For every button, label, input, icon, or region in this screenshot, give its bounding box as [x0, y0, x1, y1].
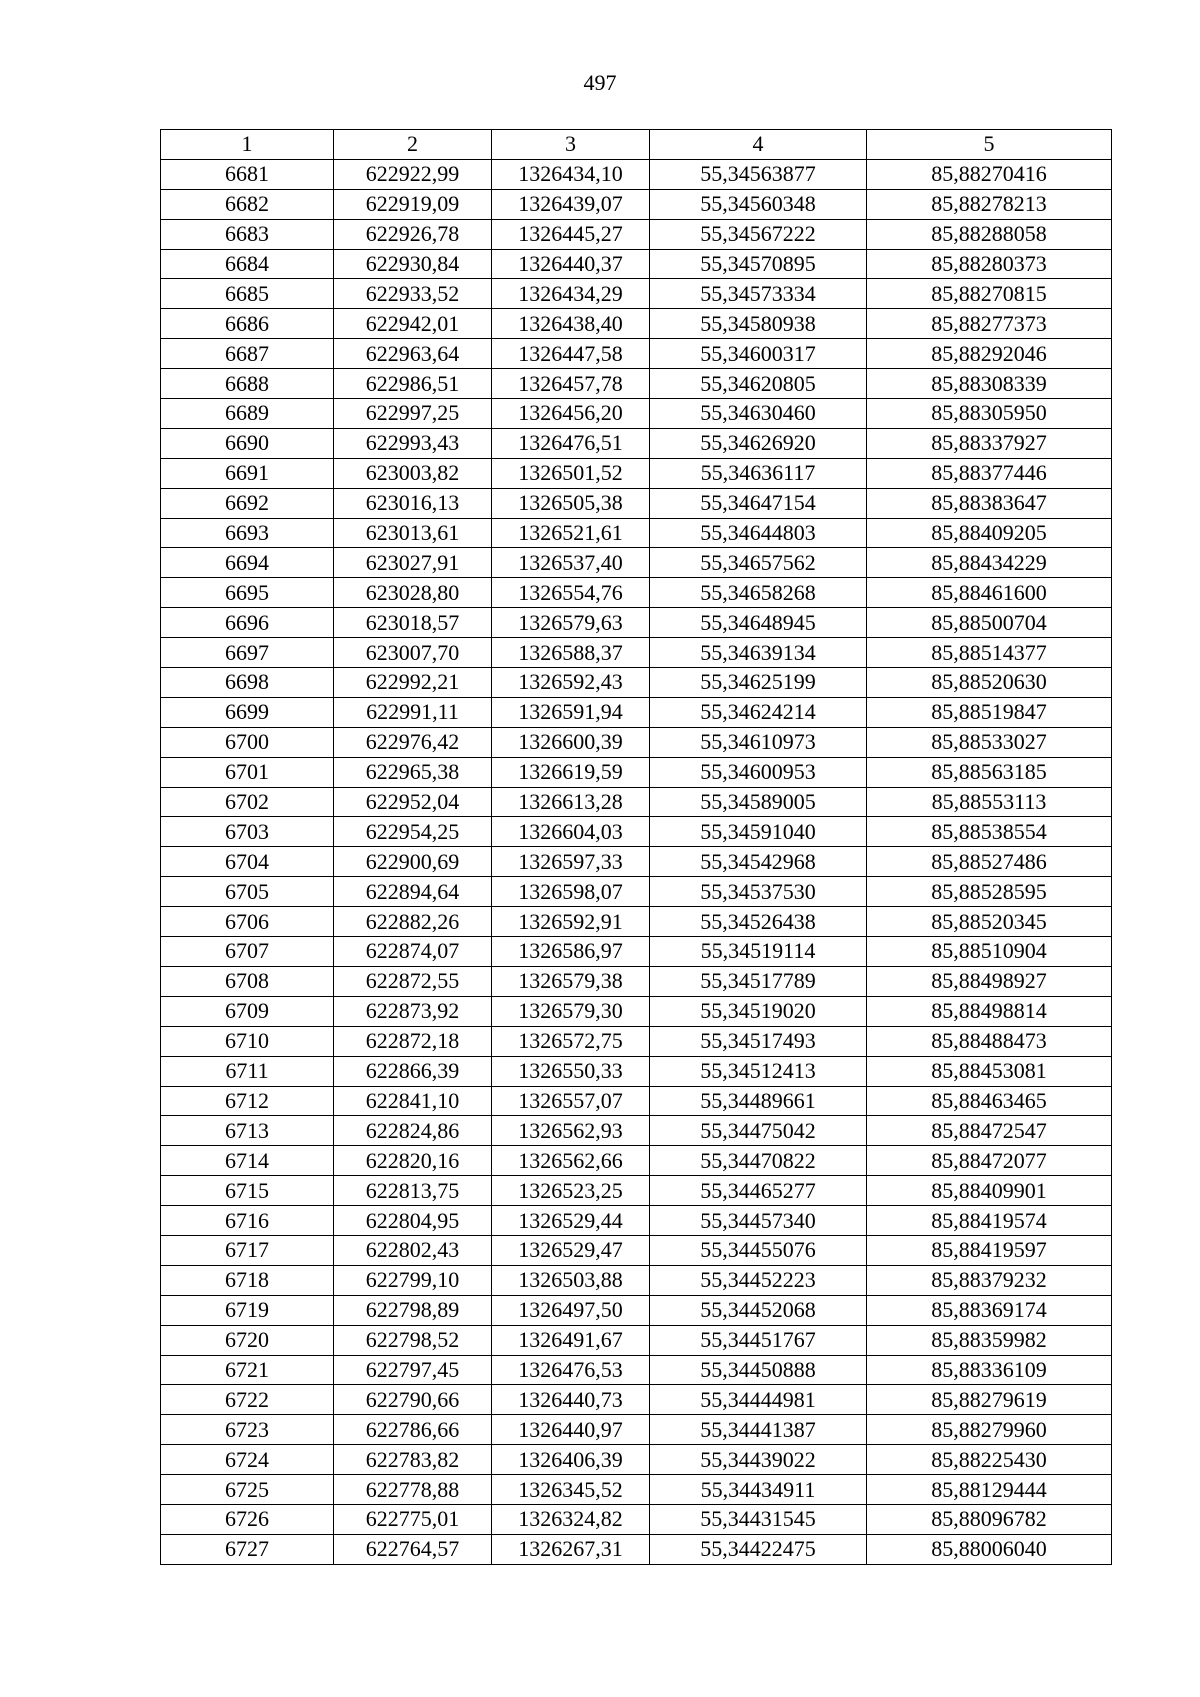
x-coordinate-cell: 622963,64	[334, 339, 492, 369]
table-row	[161, 1295, 1112, 1325]
y-coordinate-cell: 1326529,47	[492, 1235, 650, 1265]
y-coordinate-cell: 1326406,39	[492, 1445, 650, 1475]
table-row	[161, 189, 1112, 219]
column-header: 3	[492, 130, 650, 160]
latitude-cell: 55,34580938	[650, 309, 867, 339]
latitude-cell: 55,34625199	[650, 668, 867, 698]
longitude-cell: 85,88528595	[867, 877, 1112, 907]
latitude-cell: 55,34441387	[650, 1415, 867, 1445]
longitude-cell: 85,88379232	[867, 1265, 1112, 1295]
point-number-cell: 6710	[161, 1026, 334, 1056]
table-row	[161, 847, 1112, 877]
longitude-cell: 85,88472547	[867, 1116, 1112, 1146]
y-coordinate-cell: 1326457,78	[492, 369, 650, 399]
longitude-cell: 85,88279619	[867, 1385, 1112, 1415]
point-number-cell: 6714	[161, 1146, 334, 1176]
latitude-cell: 55,34570895	[650, 249, 867, 279]
header-row	[161, 130, 1112, 160]
table-row	[161, 727, 1112, 757]
latitude-cell: 55,34630460	[650, 399, 867, 429]
y-coordinate-cell: 1326591,94	[492, 697, 650, 727]
point-number-cell: 6723	[161, 1415, 334, 1445]
x-coordinate-cell: 622882,26	[334, 907, 492, 937]
longitude-cell: 85,88538554	[867, 817, 1112, 847]
latitude-cell: 55,34542968	[650, 847, 867, 877]
x-coordinate-cell: 623016,13	[334, 488, 492, 518]
point-number-cell: 6717	[161, 1235, 334, 1265]
table-row	[161, 638, 1112, 668]
longitude-cell: 85,88409901	[867, 1176, 1112, 1206]
y-coordinate-cell: 1326476,53	[492, 1355, 650, 1385]
longitude-cell: 85,88453081	[867, 1056, 1112, 1086]
table-row	[161, 787, 1112, 817]
longitude-cell: 85,88553113	[867, 787, 1112, 817]
y-coordinate-cell: 1326579,63	[492, 608, 650, 638]
x-coordinate-cell: 622824,86	[334, 1116, 492, 1146]
longitude-cell: 85,88377446	[867, 458, 1112, 488]
y-coordinate-cell: 1326613,28	[492, 787, 650, 817]
longitude-cell: 85,88129444	[867, 1475, 1112, 1505]
x-coordinate-cell: 622872,55	[334, 966, 492, 996]
table-row	[161, 817, 1112, 847]
latitude-cell: 55,34517493	[650, 1026, 867, 1056]
point-number-cell: 6695	[161, 578, 334, 608]
table-row	[161, 518, 1112, 548]
y-coordinate-cell: 1326600,39	[492, 727, 650, 757]
x-coordinate-cell: 622919,09	[334, 189, 492, 219]
longitude-cell: 85,88514377	[867, 638, 1112, 668]
y-coordinate-cell: 1326592,91	[492, 907, 650, 937]
x-coordinate-cell: 622992,21	[334, 668, 492, 698]
latitude-cell: 55,34626920	[650, 428, 867, 458]
x-coordinate-cell: 622930,84	[334, 249, 492, 279]
table-row	[161, 249, 1112, 279]
table-row	[161, 937, 1112, 967]
table-row	[161, 159, 1112, 189]
y-coordinate-cell: 1326491,67	[492, 1325, 650, 1355]
latitude-cell: 55,34537530	[650, 877, 867, 907]
latitude-cell: 55,34422475	[650, 1534, 867, 1564]
y-coordinate-cell: 1326440,73	[492, 1385, 650, 1415]
point-number-cell: 6721	[161, 1355, 334, 1385]
point-number-cell: 6698	[161, 668, 334, 698]
point-number-cell: 6691	[161, 458, 334, 488]
x-coordinate-cell: 622775,01	[334, 1504, 492, 1534]
latitude-cell: 55,34526438	[650, 907, 867, 937]
table-row	[161, 668, 1112, 698]
table-row	[161, 907, 1112, 937]
point-number-cell: 6696	[161, 608, 334, 638]
latitude-cell: 55,34470822	[650, 1146, 867, 1176]
y-coordinate-cell: 1326537,40	[492, 548, 650, 578]
x-coordinate-cell: 622993,43	[334, 428, 492, 458]
table-row	[161, 1415, 1112, 1445]
latitude-cell: 55,34560348	[650, 189, 867, 219]
y-coordinate-cell: 1326440,37	[492, 249, 650, 279]
longitude-cell: 85,88369174	[867, 1295, 1112, 1325]
x-coordinate-cell: 623018,57	[334, 608, 492, 638]
point-number-cell: 6702	[161, 787, 334, 817]
latitude-cell: 55,34457340	[650, 1206, 867, 1236]
latitude-cell: 55,34475042	[650, 1116, 867, 1146]
y-coordinate-cell: 1326557,07	[492, 1086, 650, 1116]
latitude-cell: 55,34451767	[650, 1325, 867, 1355]
y-coordinate-cell: 1326447,58	[492, 339, 650, 369]
point-number-cell: 6727	[161, 1534, 334, 1564]
latitude-cell: 55,34600317	[650, 339, 867, 369]
point-number-cell: 6681	[161, 159, 334, 189]
column-header: 2	[334, 130, 492, 160]
y-coordinate-cell: 1326588,37	[492, 638, 650, 668]
page-number: 497	[583, 70, 617, 95]
table-row	[161, 877, 1112, 907]
x-coordinate-cell: 623028,80	[334, 578, 492, 608]
point-number-cell: 6682	[161, 189, 334, 219]
longitude-cell: 85,88461600	[867, 578, 1112, 608]
longitude-cell: 85,88419574	[867, 1206, 1112, 1236]
x-coordinate-cell: 622841,10	[334, 1086, 492, 1116]
table-row	[161, 1056, 1112, 1086]
latitude-cell: 55,34431545	[650, 1504, 867, 1534]
point-number-cell: 6699	[161, 697, 334, 727]
table-row	[161, 1504, 1112, 1534]
table-row	[161, 1325, 1112, 1355]
column-header: 1	[161, 130, 334, 160]
point-number-cell: 6708	[161, 966, 334, 996]
y-coordinate-cell: 1326345,52	[492, 1475, 650, 1505]
x-coordinate-cell: 622804,95	[334, 1206, 492, 1236]
y-coordinate-cell: 1326523,25	[492, 1176, 650, 1206]
point-number-cell: 6719	[161, 1295, 334, 1325]
column-header: 5	[867, 130, 1112, 160]
longitude-cell: 85,88520630	[867, 668, 1112, 698]
x-coordinate-cell: 622797,45	[334, 1355, 492, 1385]
table-row	[161, 757, 1112, 787]
point-number-cell: 6697	[161, 638, 334, 668]
point-number-cell: 6709	[161, 996, 334, 1026]
latitude-cell: 55,34455076	[650, 1235, 867, 1265]
x-coordinate-cell: 622798,52	[334, 1325, 492, 1355]
longitude-cell: 85,88278213	[867, 189, 1112, 219]
point-number-cell: 6684	[161, 249, 334, 279]
point-number-cell: 6693	[161, 518, 334, 548]
x-coordinate-cell: 622933,52	[334, 279, 492, 309]
latitude-cell: 55,34519020	[650, 996, 867, 1026]
x-coordinate-cell: 623013,61	[334, 518, 492, 548]
longitude-cell: 85,88563185	[867, 757, 1112, 787]
longitude-cell: 85,88277373	[867, 309, 1112, 339]
x-coordinate-cell: 622991,11	[334, 697, 492, 727]
table-row	[161, 1206, 1112, 1236]
longitude-cell: 85,88527486	[867, 847, 1112, 877]
x-coordinate-cell: 622820,16	[334, 1146, 492, 1176]
x-coordinate-cell: 622954,25	[334, 817, 492, 847]
y-coordinate-cell: 1326586,97	[492, 937, 650, 967]
longitude-cell: 85,88510904	[867, 937, 1112, 967]
latitude-cell: 55,34639134	[650, 638, 867, 668]
table-row	[161, 458, 1112, 488]
point-number-cell: 6726	[161, 1504, 334, 1534]
point-number-cell: 6720	[161, 1325, 334, 1355]
y-coordinate-cell: 1326597,33	[492, 847, 650, 877]
y-coordinate-cell: 1326521,61	[492, 518, 650, 548]
x-coordinate-cell: 623003,82	[334, 458, 492, 488]
latitude-cell: 55,34519114	[650, 937, 867, 967]
latitude-cell: 55,34657562	[650, 548, 867, 578]
longitude-cell: 85,88419597	[867, 1235, 1112, 1265]
longitude-cell: 85,88279960	[867, 1415, 1112, 1445]
table-row	[161, 1445, 1112, 1475]
y-coordinate-cell: 1326501,52	[492, 458, 650, 488]
longitude-cell: 85,88225430	[867, 1445, 1112, 1475]
point-number-cell: 6706	[161, 907, 334, 937]
point-number-cell: 6713	[161, 1116, 334, 1146]
y-coordinate-cell: 1326579,30	[492, 996, 650, 1026]
y-coordinate-cell: 1326572,75	[492, 1026, 650, 1056]
table-row	[161, 428, 1112, 458]
latitude-cell: 55,34644803	[650, 518, 867, 548]
table-row	[161, 1385, 1112, 1415]
x-coordinate-cell: 622799,10	[334, 1265, 492, 1295]
latitude-cell: 55,34434911	[650, 1475, 867, 1505]
point-number-cell: 6685	[161, 279, 334, 309]
x-coordinate-cell: 622866,39	[334, 1056, 492, 1086]
x-coordinate-cell: 622872,18	[334, 1026, 492, 1056]
point-number-cell: 6686	[161, 309, 334, 339]
latitude-cell: 55,34658268	[650, 578, 867, 608]
point-number-cell: 6687	[161, 339, 334, 369]
y-coordinate-cell: 1326456,20	[492, 399, 650, 429]
latitude-cell: 55,34573334	[650, 279, 867, 309]
point-number-cell: 6718	[161, 1265, 334, 1295]
y-coordinate-cell: 1326562,66	[492, 1146, 650, 1176]
longitude-cell: 85,88270416	[867, 159, 1112, 189]
latitude-cell: 55,34465277	[650, 1176, 867, 1206]
point-number-cell: 6722	[161, 1385, 334, 1415]
table-row	[161, 548, 1112, 578]
longitude-cell: 85,88498927	[867, 966, 1112, 996]
longitude-cell: 85,88520345	[867, 907, 1112, 937]
longitude-cell: 85,88500704	[867, 608, 1112, 638]
point-number-cell: 6707	[161, 937, 334, 967]
latitude-cell: 55,34452223	[650, 1265, 867, 1295]
column-header: 4	[650, 130, 867, 160]
table-row	[161, 488, 1112, 518]
x-coordinate-cell: 622783,82	[334, 1445, 492, 1475]
x-coordinate-cell: 622894,64	[334, 877, 492, 907]
table-row	[161, 1146, 1112, 1176]
table-row	[161, 1176, 1112, 1206]
latitude-cell: 55,34648945	[650, 608, 867, 638]
y-coordinate-cell: 1326434,10	[492, 159, 650, 189]
x-coordinate-cell: 623007,70	[334, 638, 492, 668]
table-row	[161, 996, 1112, 1026]
point-number-cell: 6724	[161, 1445, 334, 1475]
y-coordinate-cell: 1326324,82	[492, 1504, 650, 1534]
y-coordinate-cell: 1326529,44	[492, 1206, 650, 1236]
x-coordinate-cell: 622922,99	[334, 159, 492, 189]
point-number-cell: 6704	[161, 847, 334, 877]
x-coordinate-cell: 622900,69	[334, 847, 492, 877]
latitude-cell: 55,34636117	[650, 458, 867, 488]
latitude-cell: 55,34610973	[650, 727, 867, 757]
y-coordinate-cell: 1326503,88	[492, 1265, 650, 1295]
y-coordinate-cell: 1326476,51	[492, 428, 650, 458]
longitude-cell: 85,88463465	[867, 1086, 1112, 1116]
longitude-cell: 85,88359982	[867, 1325, 1112, 1355]
latitude-cell: 55,34489661	[650, 1086, 867, 1116]
longitude-cell: 85,88006040	[867, 1534, 1112, 1564]
y-coordinate-cell: 1326440,97	[492, 1415, 650, 1445]
table-row	[161, 219, 1112, 249]
point-number-cell: 6688	[161, 369, 334, 399]
x-coordinate-cell: 622798,89	[334, 1295, 492, 1325]
longitude-cell: 85,88308339	[867, 369, 1112, 399]
table-row	[161, 1116, 1112, 1146]
y-coordinate-cell: 1326598,07	[492, 877, 650, 907]
table-row	[161, 279, 1112, 309]
table-row	[161, 608, 1112, 638]
table-body	[161, 159, 1112, 1564]
longitude-cell: 85,88434229	[867, 548, 1112, 578]
point-number-cell: 6712	[161, 1086, 334, 1116]
x-coordinate-cell: 622986,51	[334, 369, 492, 399]
point-number-cell: 6689	[161, 399, 334, 429]
latitude-cell: 55,34589005	[650, 787, 867, 817]
point-number-cell: 6683	[161, 219, 334, 249]
longitude-cell: 85,88409205	[867, 518, 1112, 548]
y-coordinate-cell: 1326562,93	[492, 1116, 650, 1146]
longitude-cell: 85,88305950	[867, 399, 1112, 429]
longitude-cell: 85,88336109	[867, 1355, 1112, 1385]
point-number-cell: 6725	[161, 1475, 334, 1505]
latitude-cell: 55,34512413	[650, 1056, 867, 1086]
x-coordinate-cell: 622952,04	[334, 787, 492, 817]
latitude-cell: 55,34591040	[650, 817, 867, 847]
longitude-cell: 85,88270815	[867, 279, 1112, 309]
y-coordinate-cell: 1326434,29	[492, 279, 650, 309]
coordinates-table	[160, 129, 1112, 1565]
table-header	[161, 130, 1112, 160]
longitude-cell: 85,88337927	[867, 428, 1112, 458]
latitude-cell: 55,34450888	[650, 1355, 867, 1385]
latitude-cell: 55,34517789	[650, 966, 867, 996]
point-number-cell: 6694	[161, 548, 334, 578]
x-coordinate-cell: 622926,78	[334, 219, 492, 249]
y-coordinate-cell: 1326550,33	[492, 1056, 650, 1086]
latitude-cell: 55,34444981	[650, 1385, 867, 1415]
y-coordinate-cell: 1326267,31	[492, 1534, 650, 1564]
longitude-cell: 85,88288058	[867, 219, 1112, 249]
table-row	[161, 369, 1112, 399]
longitude-cell: 85,88498814	[867, 996, 1112, 1026]
x-coordinate-cell: 622976,42	[334, 727, 492, 757]
latitude-cell: 55,34563877	[650, 159, 867, 189]
x-coordinate-cell: 622942,01	[334, 309, 492, 339]
table-row	[161, 966, 1112, 996]
y-coordinate-cell: 1326505,38	[492, 488, 650, 518]
table-row	[161, 697, 1112, 727]
x-coordinate-cell: 622873,92	[334, 996, 492, 1026]
y-coordinate-cell: 1326554,76	[492, 578, 650, 608]
table-row	[161, 1265, 1112, 1295]
table-row	[161, 399, 1112, 429]
x-coordinate-cell: 622764,57	[334, 1534, 492, 1564]
y-coordinate-cell: 1326619,59	[492, 757, 650, 787]
x-coordinate-cell: 622786,66	[334, 1415, 492, 1445]
table-row	[161, 1235, 1112, 1265]
table-row	[161, 1355, 1112, 1385]
latitude-cell: 55,34647154	[650, 488, 867, 518]
y-coordinate-cell: 1326445,27	[492, 219, 650, 249]
x-coordinate-cell: 622790,66	[334, 1385, 492, 1415]
point-number-cell: 6690	[161, 428, 334, 458]
point-number-cell: 6700	[161, 727, 334, 757]
table-row	[161, 1475, 1112, 1505]
y-coordinate-cell: 1326438,40	[492, 309, 650, 339]
longitude-cell: 85,88096782	[867, 1504, 1112, 1534]
y-coordinate-cell: 1326592,43	[492, 668, 650, 698]
longitude-cell: 85,88533027	[867, 727, 1112, 757]
table-row	[161, 1534, 1112, 1564]
longitude-cell: 85,88280373	[867, 249, 1112, 279]
y-coordinate-cell: 1326579,38	[492, 966, 650, 996]
table-row	[161, 309, 1112, 339]
point-number-cell: 6703	[161, 817, 334, 847]
point-number-cell: 6716	[161, 1206, 334, 1236]
table-row	[161, 578, 1112, 608]
point-number-cell: 6701	[161, 757, 334, 787]
latitude-cell: 55,34620805	[650, 369, 867, 399]
table-row	[161, 339, 1112, 369]
x-coordinate-cell: 622965,38	[334, 757, 492, 787]
point-number-cell: 6705	[161, 877, 334, 907]
latitude-cell: 55,34452068	[650, 1295, 867, 1325]
longitude-cell: 85,88488473	[867, 1026, 1112, 1056]
table-row	[161, 1086, 1112, 1116]
table-row	[161, 1026, 1112, 1056]
x-coordinate-cell: 622874,07	[334, 937, 492, 967]
point-number-cell: 6711	[161, 1056, 334, 1086]
longitude-cell: 85,88292046	[867, 339, 1112, 369]
x-coordinate-cell: 623027,91	[334, 548, 492, 578]
x-coordinate-cell: 622813,75	[334, 1176, 492, 1206]
y-coordinate-cell: 1326439,07	[492, 189, 650, 219]
latitude-cell: 55,34439022	[650, 1445, 867, 1475]
y-coordinate-cell: 1326604,03	[492, 817, 650, 847]
latitude-cell: 55,34600953	[650, 757, 867, 787]
x-coordinate-cell: 622778,88	[334, 1475, 492, 1505]
y-coordinate-cell: 1326497,50	[492, 1295, 650, 1325]
longitude-cell: 85,88472077	[867, 1146, 1112, 1176]
point-number-cell: 6715	[161, 1176, 334, 1206]
latitude-cell: 55,34624214	[650, 697, 867, 727]
point-number-cell: 6692	[161, 488, 334, 518]
latitude-cell: 55,34567222	[650, 219, 867, 249]
x-coordinate-cell: 622802,43	[334, 1235, 492, 1265]
longitude-cell: 85,88519847	[867, 697, 1112, 727]
longitude-cell: 85,88383647	[867, 488, 1112, 518]
x-coordinate-cell: 622997,25	[334, 399, 492, 429]
